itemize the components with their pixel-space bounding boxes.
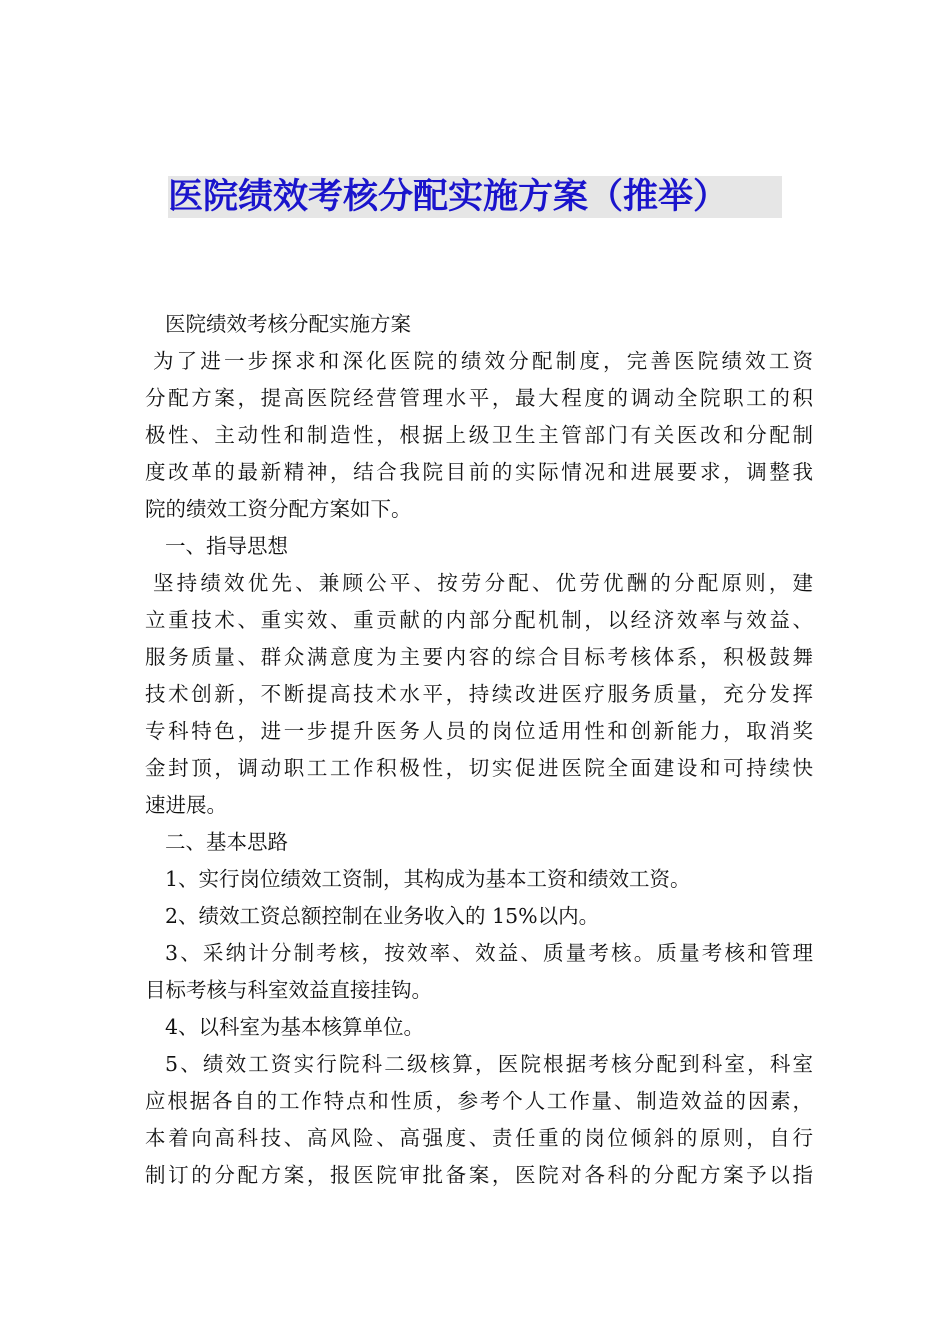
list-item: 3、采纳计分制考核，按效率、效益、质量考核。质量考核和管理 <box>165 941 813 965</box>
paragraph-line: 立重技术、重实效、重贡献的内部分配机制，以经济效率与效益、 <box>145 608 813 632</box>
paragraph-line: 坚持绩效优先、兼顾公平、按劳分配、优劳优酬的分配原则，建 <box>153 571 813 595</box>
paragraph-line: 专科特色，进一步提升医务人员的岗位适用性和创新能力，取消奖 <box>145 719 813 743</box>
paragraph-line: 技术创新，不断提高技术水平，持续改进医疗服务质量，充分发挥 <box>145 682 813 706</box>
paragraph-line: 速进展。 <box>145 793 227 817</box>
paragraph-line: 金封顶，调动职工工作积极性，切实促进医院全面建设和可持续快 <box>145 756 813 780</box>
paragraph-line: 制订的分配方案，报医院审批备案，医院对各科的分配方案予以指 <box>145 1163 813 1187</box>
document-title: 医院绩效考核分配实施方案（推举） <box>168 177 729 217</box>
paragraph-line: 服务质量、群众满意度为主要内容的综合目标考核体系，积极鼓舞 <box>145 645 813 669</box>
paragraph-line: 分配方案，提高医院经营管理水平，最大程度的调动全院职工的积 <box>145 386 813 410</box>
list-item: 2、绩效工资总额控制在业务收入的 15%以内。 <box>165 904 600 928</box>
paragraph-line: 应根据各自的工作特点和性质，参考个人工作量、制造效益的因素， <box>145 1089 813 1113</box>
section-heading: 二、基本思路 <box>165 830 288 854</box>
section-heading: 一、指导思想 <box>165 534 288 558</box>
paragraph-line: 为了进一步探求和深化医院的绩效分配制度，完善医院绩效工资 <box>153 349 813 373</box>
paragraph-line: 目标考核与科室效益直接挂钩。 <box>145 978 432 1002</box>
paragraph-line: 本着向高科技、高风险、高强度、责任重的岗位倾斜的原则，自行 <box>145 1126 813 1150</box>
paragraph-line: 医院绩效考核分配实施方案 <box>165 312 411 336</box>
paragraph-line: 院的绩效工资分配方案如下。 <box>145 497 412 521</box>
paragraph-line: 度改革的最新精神，结合我院目前的实际情况和进展要求，调整我 <box>145 460 813 484</box>
list-item: 4、以科室为基本核算单位。 <box>165 1015 425 1039</box>
list-item: 5、绩效工资实行院科二级核算，医院根据考核分配到科室，科室 <box>165 1052 813 1076</box>
document-body <box>145 306 813 1194</box>
paragraph-line: 极性、主动性和制造性，根据上级卫生主管部门有关医改和分配制 <box>145 423 813 447</box>
list-item: 1、实行岗位绩效工资制，其构成为基本工资和绩效工资。 <box>165 867 691 891</box>
